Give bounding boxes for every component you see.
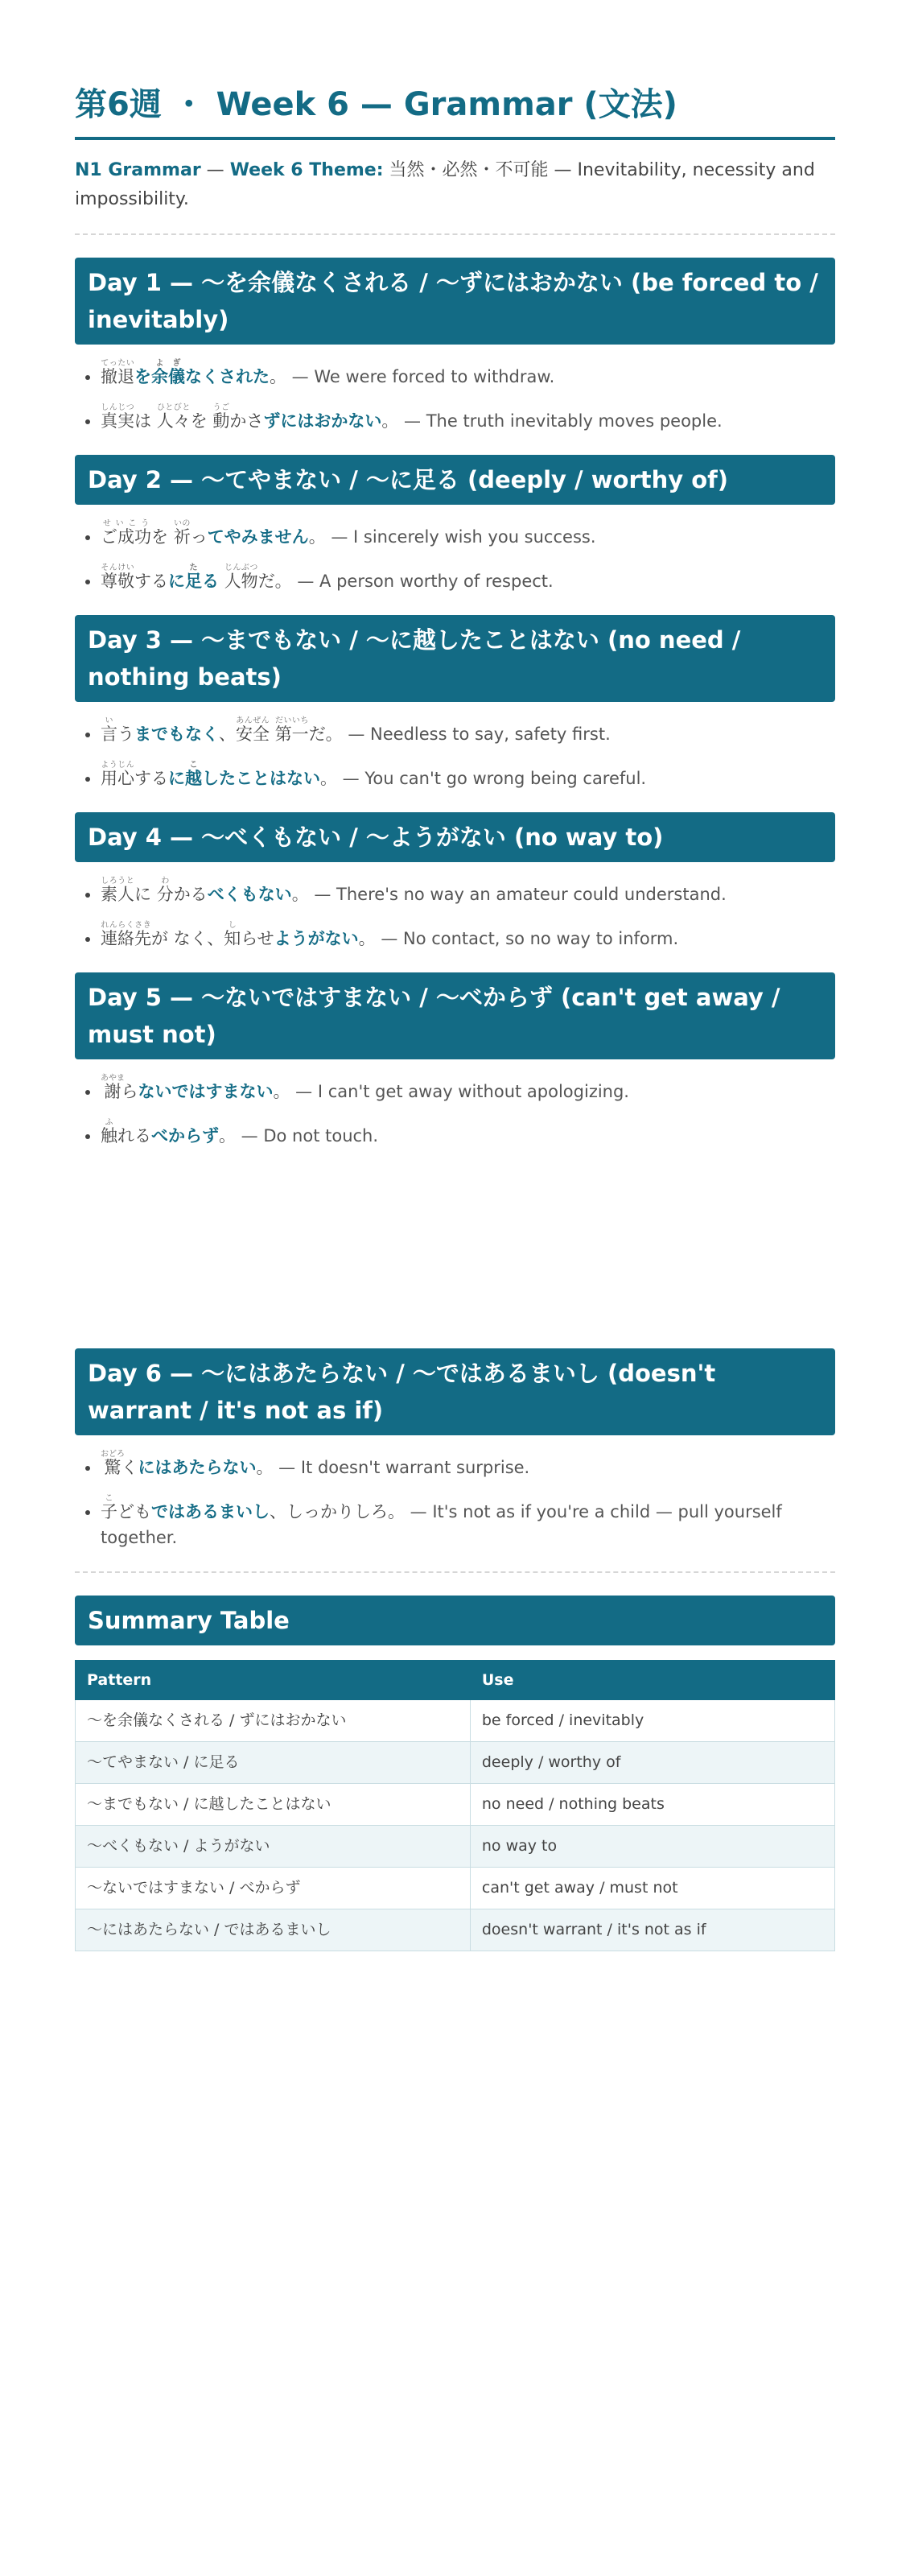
day-2-heading: Day 2 — 〜てやまない / 〜に足る (deeply / worthy of): [75, 455, 835, 505]
translation: — I sincerely wish you success.: [325, 527, 596, 547]
grammar-point: ようがない: [274, 929, 359, 948]
pattern-cell: 〜にはあたらない / ではあるまいし: [76, 1909, 471, 1951]
day-5-heading: Day 5 — 〜ないではすまない / 〜べからず (can't get away / must not): [75, 972, 835, 1059]
column-header-pattern: Pattern: [76, 1661, 471, 1700]
theme-label: Week 6 Theme:: [229, 160, 384, 180]
day-4-heading: Day 4 — 〜べくもない / 〜ようがない (no way to): [75, 812, 835, 862]
example-item: • 真実しんじつは 人々ひとびとを 動うごかさずにはおかない。 — The truth inevitably moves people.: [101, 403, 835, 434]
table-row: [76, 1826, 835, 1868]
day-3-heading: Day 3 — 〜までもない / 〜に越したことはない (no need / nothing beats): [75, 615, 835, 702]
use-cell: no way to: [470, 1826, 834, 1868]
grammar-point: ではあるまいし: [151, 1502, 270, 1521]
table-row: [76, 1784, 835, 1826]
use-cell: no need / nothing beats: [470, 1784, 834, 1826]
summary-heading: Summary Table: [75, 1596, 835, 1645]
example-item: • 言いうまでもなく、安全あんぜん 第一だいいちだ。 — Needless to say, safety first.: [101, 716, 835, 747]
divider: [75, 1571, 835, 1573]
divider: [75, 233, 835, 235]
page-title: 第6週 ・ Week 6 — Grammar (文法): [75, 80, 835, 140]
example-item: • 謝あやまらないではすまない。 — I can't get away without apologizing.: [101, 1074, 835, 1104]
translation: — A person worthy of respect.: [291, 572, 554, 591]
ruby-word: • 撤退てったい: [101, 359, 134, 386]
grammar-point: に足たる: [168, 564, 219, 591]
translation: — There's no way an amateur could understand.: [308, 885, 727, 904]
table-row: [76, 1700, 835, 1742]
example-item: • 触ふれるべからず。 — Do not touch.: [101, 1118, 835, 1149]
example-item: • 撤退てったいを余儀よぎなくされた。 — We were forced to withdraw.: [101, 359, 835, 390]
translation: — Needless to say, safety first.: [342, 724, 611, 744]
table-row: [76, 1868, 835, 1909]
pattern-cell: 〜ないではすまない / べからず: [76, 1868, 471, 1909]
pattern-cell: 〜べくもない / ようがない: [76, 1826, 471, 1868]
translation: — It's not as if you're a child — pull yourself together.: [101, 1502, 782, 1547]
column-header-use: Use: [470, 1661, 834, 1700]
day-3-examples: [75, 716, 835, 791]
day-6-examples: [75, 1450, 835, 1550]
table-header-row: [76, 1661, 835, 1700]
grammar-point: までもなく: [134, 724, 219, 744]
use-cell: can't get away / must not: [470, 1868, 834, 1909]
blank-space: [75, 1170, 835, 1348]
day-1-heading: Day 1 — 〜を余儀なくされる / 〜ずにはおかない (be forced to / inevitably): [75, 258, 835, 345]
use-cell: deeply / worthy of: [470, 1742, 834, 1784]
translation: — I can't get away without apologizing.: [290, 1082, 629, 1101]
example-item: • 素人しろうとに 分わかるべくもない。 — There's no way an amateur could understand.: [101, 877, 835, 907]
translation: — We were forced to withdraw.: [286, 367, 555, 386]
example-item: • 連絡先れんらくさきが なく、知しらせようがない。 — No contact, so no way to inform.: [101, 921, 835, 952]
intro-paragraph: [75, 156, 835, 214]
grammar-point: に越こしたことはない: [168, 761, 320, 788]
day-2-examples: [75, 519, 835, 594]
grammar-point: べくもない: [207, 885, 292, 904]
translation: — It doesn't warrant surprise.: [273, 1458, 530, 1477]
grammar-point: ないではすまない: [138, 1082, 274, 1101]
translation: — No contact, so no way to inform.: [375, 929, 679, 948]
day-4-examples: [75, 877, 835, 952]
day-1-examples: [75, 359, 835, 434]
grammar-point: ずにはおかない: [263, 411, 382, 431]
example-item: • 尊敬そんけいするに足たる 人物じんぶつだ。 — A person worthy of respect.: [101, 564, 835, 594]
example-item: • 用心ようじんするに越こしたことはない。 — You can't go wrong being careful.: [101, 761, 835, 791]
table-row: [76, 1909, 835, 1951]
pattern-cell: 〜てやまない / に足る: [76, 1742, 471, 1784]
example-item: • ご成功せいこうを 祈いのってやみません。 — I sincerely wish you success.: [101, 519, 835, 550]
grammar-point: べからず: [151, 1126, 219, 1146]
grammar-point: てやみません: [207, 527, 309, 547]
level-label: N1 Grammar: [75, 160, 201, 180]
theme-text: 当然・必然・不可能 — Inevitability, necessity and impossibility.: [75, 160, 815, 209]
use-cell: be forced / inevitably: [470, 1700, 834, 1742]
grammar-point: にはあたらない: [138, 1458, 257, 1477]
translation: — The truth inevitably moves people.: [398, 411, 723, 431]
pattern-cell: 〜までもない / に越したことはない: [76, 1784, 471, 1826]
grammar-point: を余儀よぎなくされた: [134, 359, 270, 386]
pattern-cell: 〜を余儀なくされる / ずにはおかない: [76, 1700, 471, 1742]
use-cell: doesn't warrant / it's not as if: [470, 1909, 834, 1951]
example-item: • 驚おどろくにはあたらない。 — It doesn't warrant surprise.: [101, 1450, 835, 1480]
day-6-heading: Day 6 — 〜にはあたらない / 〜ではあるまいし (doesn't warrant / it's not as if): [75, 1348, 835, 1435]
translation: — Do not touch.: [236, 1126, 379, 1146]
example-item: • 子こどもではあるまいし、しっかりしろ。 — It's not as if you're a child — pull yourself together.: [101, 1494, 835, 1550]
translation: — You can't go wrong being careful.: [337, 769, 647, 788]
table-row: [76, 1742, 835, 1784]
day-5-examples: [75, 1074, 835, 1149]
intro-separator: —: [200, 160, 230, 180]
summary-table: [75, 1660, 835, 1951]
